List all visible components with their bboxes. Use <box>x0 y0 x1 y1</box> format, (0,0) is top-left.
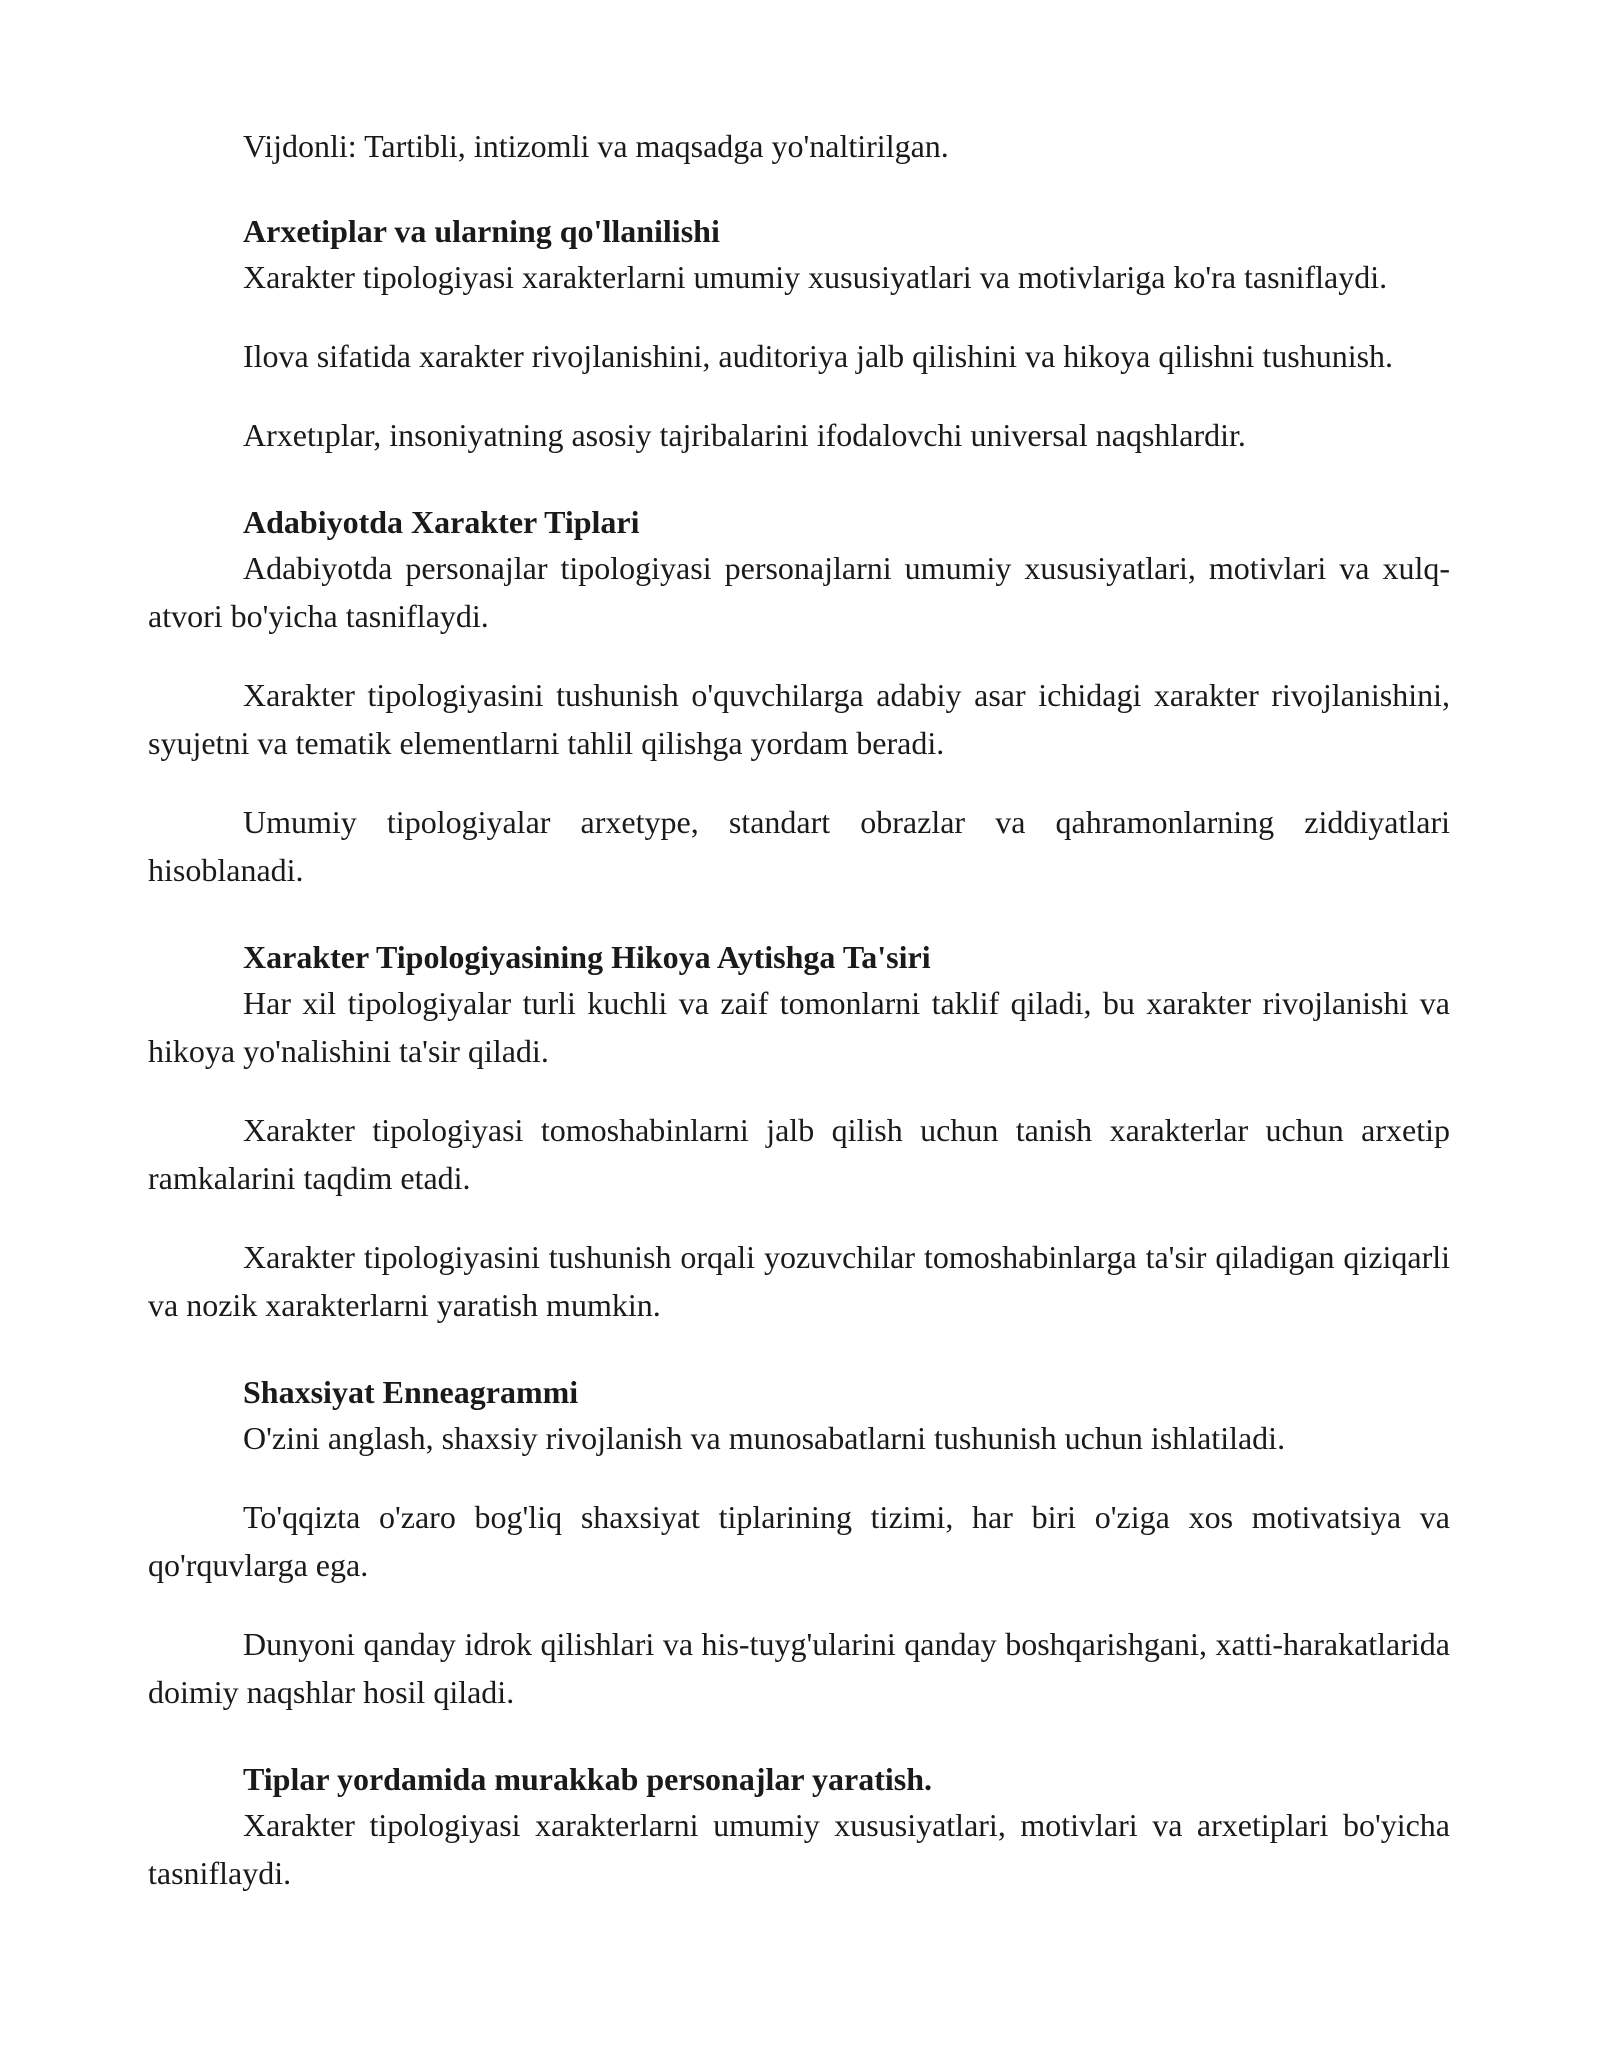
paragraph: O'zini anglash, shaxsiy rivojlanish va munosabatlarni tushunish uchun ishlatiladi. <box>243 1420 1286 1456</box>
document-page <box>148 122 1450 1939</box>
section-heading: Tiplar yordamida murakkab personajlar yaratish. <box>243 1761 932 1797</box>
section-heading: Arxetiplar va ularning qo'llanilishi <box>243 213 720 249</box>
section-enneagramma <box>148 1371 1450 1716</box>
intro-paragraph: Vijdonli: Tartibli, intizomli va maqsadga yo'naltirilgan. <box>243 128 949 164</box>
paragraph: Adabiyotda personajlar tipologiyasi personajlarni umumiy xususiyatlari, motivlari va xulq-atvori bo'yicha tasniflaydi. <box>148 550 1450 634</box>
section-hikoya-tasiri <box>148 936 1450 1329</box>
paragraph: Har xil tipologiyalar turli kuchli va zaif tomonlarni taklif qiladi, bu xarakter rivojlanishi va hikoya yo'nalishini ta'sir qiladi. <box>148 985 1450 1069</box>
paragraph: Xarakter tipologiyasini tushunish o'quvchilarga adabiy asar ichidagi xarakter rivojlanishini, syujetni va tematik elementlarni tahlil qilishga yordam beradi. <box>148 677 1450 761</box>
paragraph: Xarakter tipologiyasi tomoshabinlarni jalb qilish uchun tanish xarakterlar uchun arxetip ramkalarini taqdim etadi. <box>148 1112 1450 1196</box>
paragraph: Xarakter tipologiyasi xarakterlarni umumiy xususiyatlari va motivlariga ko'ra tasniflaydi. <box>243 259 1388 295</box>
paragraph: Arxetıplar, insoniyatning asosiy tajribalarini ifodalovchi universal naqshlardir. <box>243 417 1246 453</box>
section-murakkab-personajlar <box>148 1758 1450 1897</box>
paragraph: To'qqizta o'zaro bog'liq shaxsiyat tiplarining tizimi, har biri o'ziga xos motivatsiya va qo'rquvlarga ega. <box>148 1499 1450 1583</box>
section-heading: Xarakter Tipologiyasining Hikoya Aytishga Ta'siri <box>243 939 931 975</box>
paragraph: Ilova sifatida xarakter rivojlanishini, auditoriya jalb qilishini va hikoya qilishni tushunish. <box>243 338 1394 374</box>
section-heading: Adabiyotda Xarakter Tiplari <box>243 504 640 540</box>
section-heading: Shaxsiyat Enneagrammi <box>243 1374 579 1410</box>
section-arxetiplar <box>148 210 1450 459</box>
paragraph: Umumiy tipologiyalar arxetype, standart obrazlar va qahramonlarning ziddiyatlari hisoblanadi. <box>148 804 1450 888</box>
section-adabiyotda <box>148 501 1450 894</box>
paragraph: Dunyoni qanday idrok qilishlari va his-tuyg'ularini qanday boshqarishgani, xatti-harakatlarida doimiy naqshlar hosil qiladi. <box>148 1626 1450 1710</box>
paragraph: Xarakter tipologiyasini tushunish orqali yozuvchilar tomoshabinlarga ta'sir qiladigan qiziqarli va nozik xarakterlarni yaratish mumkin. <box>148 1239 1450 1323</box>
paragraph: Xarakter tipologiyasi xarakterlarni umumiy xususiyatlari, motivlari va arxetiplari bo'yicha tasniflaydi. <box>148 1807 1450 1891</box>
